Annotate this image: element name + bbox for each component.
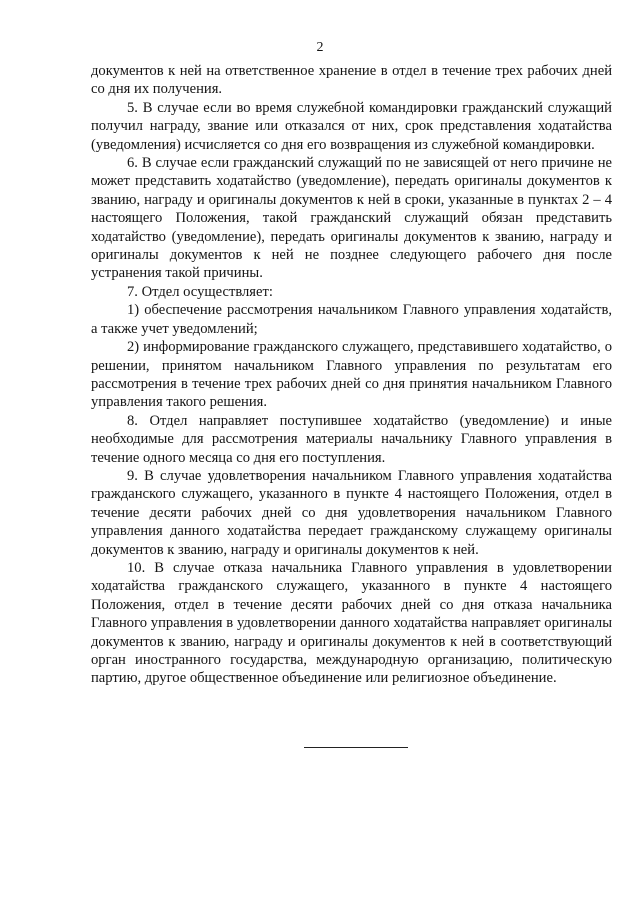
paragraph-item-9: 9. В случае удовлетворения начальником Главного управления ходатайства гражданского служащего, указанного в пункте 4 настоящего Положения, отдел в течение десяти рабочих дней со дня удовлетворения начальником Главного управления данного ходатайства передает гражданскому служащему оригиналы документов к званию, награду и оригиналы документов к ней.	[91, 467, 612, 558]
paragraph-item-7-1: 1) обеспечение рассмотрения начальником Главного управления ходатайств, а также учет уведомлений;	[91, 302, 612, 337]
document-body	[91, 62, 612, 688]
paragraph-item-6: 6. В случае если гражданский служащий по не зависящей от него причине не может представить ходатайство (уведомление), передать оригиналы документов к званию, награду и оригиналы документов к ней в сроки, указанные в пунктах 2 – 4 настоящего Положения, такой гражданский служащий обязан представить ходатайство (уведомление), передать оригиналы документов к званию, награду и оригиналы документов к ней не позднее следующего рабочего дня после устранения такой причины.	[91, 155, 612, 282]
paragraph-item-7: 7. Отдел осуществляет:	[127, 283, 273, 300]
paragraph-item-10: 10. В случае отказа начальника Главного управления в удовлетворении ходатайства гражданского служащего, указанного в пункте 4 настоящего Положения, отдел в течение десяти рабочих дней со дня отказа начальника Главного управления в удовлетворении данного ходатайства направляет оригиналы документов к званию, награду и оригиналы документов к ней в соответствующий орган иностранного государства, международную организацию, политическую партию, другое общественное объединение или религиозное объединение.	[91, 559, 612, 687]
end-of-text-rule	[304, 747, 408, 748]
page-number: 2	[316, 40, 324, 55]
paragraph-continuation: документов к ней на ответственное хранение в отдел в течение трех рабочих дней со дня их получения.	[91, 63, 612, 98]
paragraph-item-8: 8. Отдел направляет поступившее ходатайство (уведомление) и иные необходимые для рассмотрения материалы начальнику Главного управления в течение одного месяца со дня его поступления.	[91, 412, 612, 466]
paragraph-item-7-2: 2) информирование гражданского служащего, представившего ходатайство, о решении, принятом начальником Главного управления по результатам его рассмотрения в течение трех рабочих дней со дня принятия начальником Главного управления такого решения.	[91, 339, 612, 411]
paragraph-item-5: 5. В случае если во время служебной командировки гражданский служащий получил награду, звание или отказался от них, срок представления ходатайства (уведомления) исчисляется со дня его возвращения из служебной командировки.	[91, 99, 612, 153]
